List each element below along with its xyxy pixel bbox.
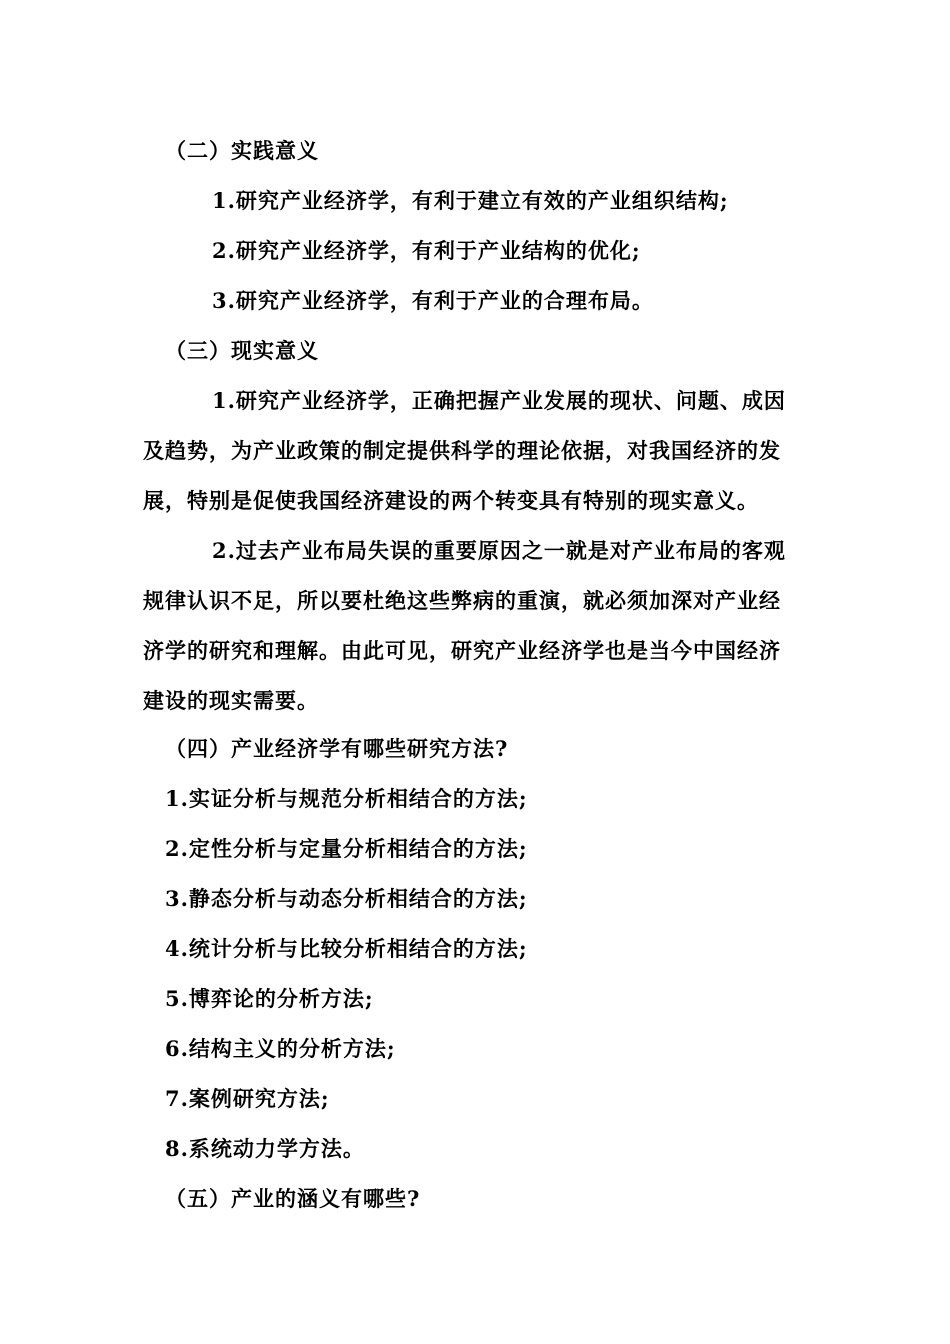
paragraph-line: 及趋势，为产业政策的制定提供科学的理论依据，对我国经济的发 xyxy=(143,438,781,463)
list-item: 5.博弈论的分析方法; xyxy=(165,986,374,1011)
list-item: 2.定性分析与定量分析相结合的方法; xyxy=(165,836,528,861)
list-item: 3.静态分析与动态分析相结合的方法; xyxy=(165,886,528,911)
list-item: 6.结构主义的分析方法; xyxy=(165,1036,396,1061)
paragraph-line: 济学的研究和理解。由此可见，研究产业经济学也是当今中国经济 xyxy=(143,638,781,663)
section-heading-methods: （四）产业经济学有哪些研究方法? xyxy=(165,736,509,761)
section-heading-practical: （二）实践意义 xyxy=(165,138,319,163)
paragraph-line: 1.研究产业经济学，正确把握产业发展的现状、问题、成因 xyxy=(212,388,786,413)
paragraph-line: 展，特别是促使我国经济建设的两个转变具有特别的现实意义。 xyxy=(143,488,759,513)
list-item: 1.实证分析与规范分析相结合的方法; xyxy=(165,786,528,811)
section-heading-realistic: （三）现实意义 xyxy=(165,338,319,363)
list-item: 2.研究产业经济学，有利于产业结构的优化; xyxy=(212,238,641,263)
section-heading-industry-meaning: （五）产业的涵义有哪些? xyxy=(165,1186,421,1211)
list-item: 3.研究产业经济学，有利于产业的合理布局。 xyxy=(212,288,654,313)
paragraph-line: 建设的现实需要。 xyxy=(143,688,319,713)
paragraph-line: 2.过去产业布局失误的重要原因之一就是对产业布局的客观 xyxy=(212,538,786,563)
list-item: 4.统计分析与比较分析相结合的方法; xyxy=(165,936,528,961)
list-item: 1.研究产业经济学，有利于建立有效的产业组织结构; xyxy=(212,188,729,213)
list-item: 8.系统动力学方法。 xyxy=(165,1136,365,1161)
paragraph-line: 规律认识不足，所以要杜绝这些弊病的重演，就必须加深对产业经 xyxy=(143,588,781,613)
list-item: 7.案例研究方法; xyxy=(165,1086,330,1111)
